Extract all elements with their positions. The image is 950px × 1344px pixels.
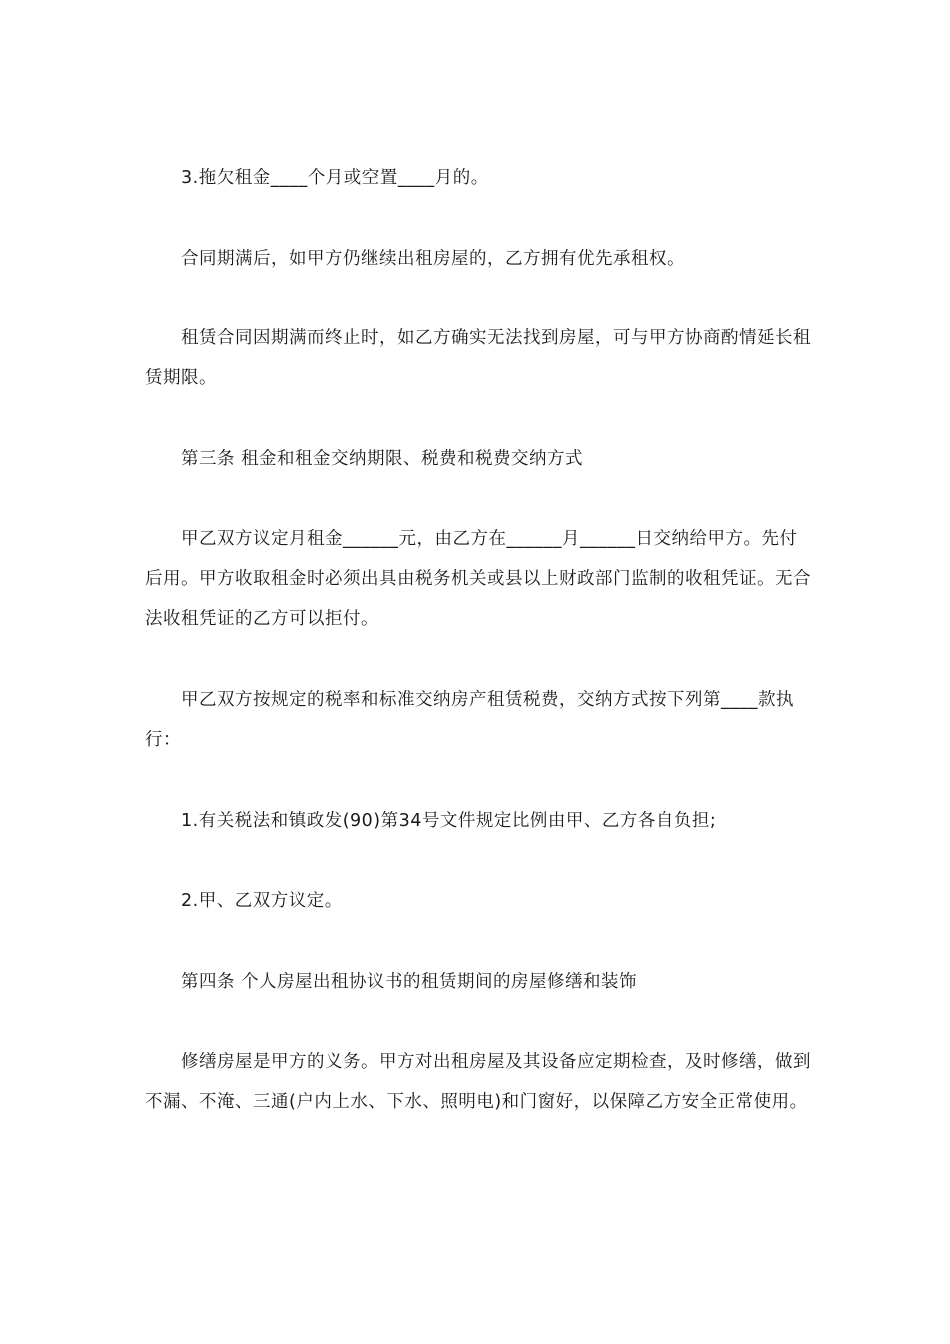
tax-payment-paragraph: 甲乙双方按规定的税率和标准交纳房产租赁税费，交纳方式按下列第____款执行：	[145, 690, 794, 750]
clause-item-3-arrears: 3.拖欠租金____个月或空置____月的。	[181, 168, 489, 188]
rent-payment-paragraph: 甲乙双方议定月租金______元，由乙方在______月______日交纳给甲方。先付后用。甲方收取租金时必须出具由税务机关或县以上财政部门监制的收租凭证。无合法收租凭证的乙方可以拒付。	[145, 529, 811, 629]
article-4-heading: 第四条 个人房屋出租协议书的租赁期间的房屋修缮和装饰	[181, 972, 638, 992]
tax-option-2: 2.甲、乙双方议定。	[181, 891, 343, 911]
repair-obligation-paragraph: 修缮房屋是甲方的义务。甲方对出租房屋及其设备应定期检查，及时修缮，做到不漏、不淹、三通(户内上水、下水、照明电)和门窗好，以保障乙方安全正常使用。	[145, 1052, 811, 1112]
priority-lease-paragraph: 合同期满后，如甲方仍继续出租房屋的，乙方拥有优先承租权。	[181, 249, 685, 269]
tax-option-1: 1.有关税法和镇政发(90)第34号文件规定比例由甲、乙方各自负担;	[181, 811, 717, 831]
article-3-heading: 第三条 租金和租金交纳期限、税费和税费交纳方式	[181, 449, 584, 469]
lease-extension-paragraph: 租赁合同因期满而终止时，如乙方确实无法找到房屋，可与甲方协商酌情延长租赁期限。	[145, 328, 811, 388]
